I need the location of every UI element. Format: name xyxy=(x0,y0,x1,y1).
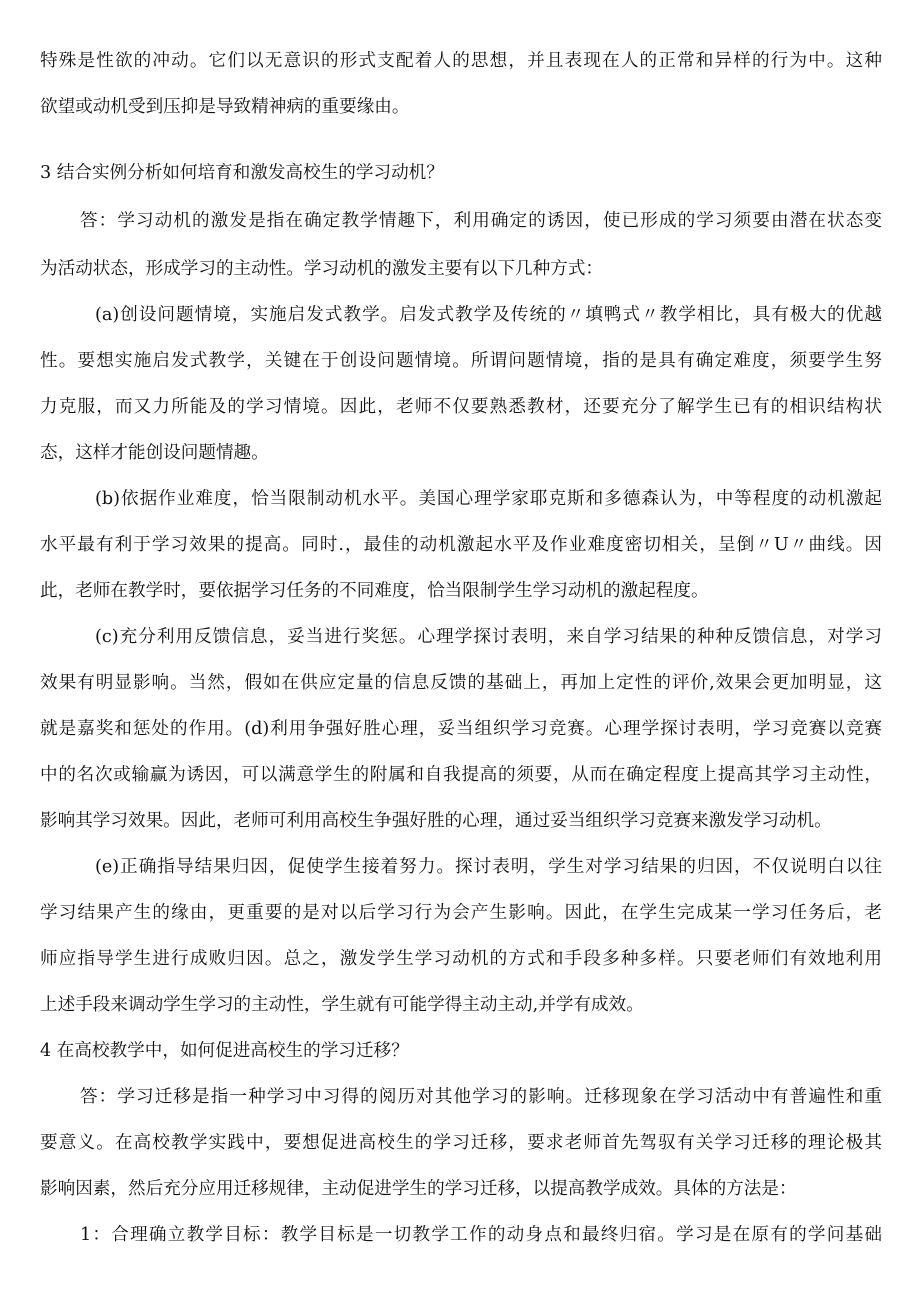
text-line: 1：合理确立教学目标：教学目标是一切教学工作的动身点和最终归宿。学习是在原有的学问基础 xyxy=(80,1225,882,1245)
text-line: 答：学习动机的激发是指在确定教学情趣下，利用确定的诱因，使已形成的学习须要由潜在状态变 xyxy=(80,211,882,231)
text-line: 性。要想实施启发式教学，关键在于创设问题情境。所谓问题情境，指的是具有确定难度，须要学生努 xyxy=(40,351,882,371)
text-line: 态，这样才能创设问题情趣。 xyxy=(40,443,269,463)
text-line: (e)正确指导结果归因，促使学生接着努力。探讨表明，学生对学习结果的归因，不仅说明白以往 xyxy=(95,857,882,877)
text-line: 力克服，而又力所能及的学习情境。因此，老师不仅要熟悉教材，还要充分了解学生已有的相识结构状 xyxy=(40,397,882,417)
section-heading: 4 在高校教学中，如何促进高校生的学习迁移？ xyxy=(40,1041,409,1061)
text-line: 影响因素，然后充分应用迁移规律，主动促进学生的学习迁移，以提高教学成效。具体的方法是： xyxy=(40,1179,797,1199)
text-line: 要意义。在高校教学实践中，要想促进高校生的学习迁移，要求老师首先驾驭有关学习迁移的理论极其 xyxy=(40,1133,882,1153)
text-line: 影响其学习效果。因此，老师可利用高校生争强好胜的心理，通过妥当组织学习竞赛来激发学习动机。 xyxy=(40,811,832,831)
text-line: 学习结果产生的缘由，更重要的是对以后学习行为会产生影响。因此，在学生完成某一学习任务后，老 xyxy=(40,903,882,923)
section-heading: 3 结合实例分析如何培育和激发高校生的学习动机？ xyxy=(40,163,444,183)
text-line: (b)依据作业难度，恰当限制动机水平。美国心理学家耶克斯和多德森认为，中等程度的动机激起 xyxy=(95,489,882,509)
text-line: 特殊是性欲的冲动。它们以无意识的形式支配着人的思想，并且表现在人的正常和异样的行为中。这种 xyxy=(40,51,882,71)
text-line: 中的名次或输赢为诱因，可以满意学生的附属和自我提高的须要，从而在确定程度上提高其学习主动性， xyxy=(40,765,882,785)
text-line: 师应指导学生进行成败归因。总之，激发学生学习动机的方式和手段多种多样。只要老师们有效地利用 xyxy=(40,949,882,969)
text-line: (c)充分利用反馈信息，妥当进行奖惩。心理学探讨表明，来自学习结果的种种反馈信息，对学习 xyxy=(95,627,882,647)
text-line: 欲望或动机受到压抑是导致精神病的重要缘由。 xyxy=(40,97,410,117)
text-line: 上述手段来调动学生学习的主动性，学生就有可能学得主动主动,并学有成效。 xyxy=(40,995,644,1015)
text-line: 为活动状态，形成学习的主动性。学习动机的激发主要有以下几种方式： xyxy=(40,259,604,279)
text-line: 此，老师在教学时，要依据学习任务的不同难度，恰当限制学生学习动机的激起程度。 xyxy=(40,581,709,601)
text-line: 答：学习迁移是指一种学习中习得的阅历对其他学习的影响。迁移现象在学习活动中有普遍性和重 xyxy=(80,1087,882,1107)
text-line: 水平最有利于学习效果的提高。同时.，最佳的动机激起水平及作业难度密切相关，呈倒〃U〃曲线。因 xyxy=(40,535,882,555)
text-line: (a)创设问题情境，实施启发式教学。启发式教学及传统的〃填鸭式〃教学相比，具有极大的优越 xyxy=(95,305,882,325)
text-line: 就是嘉奖和惩处的作用。(d)利用争强好胜心理，妥当组织学习竞赛。心理学探讨表明，学习竞赛以竞赛 xyxy=(40,719,882,739)
text-line: 效果有明显影响。当然，假如在供应定量的信息反馈的基础上，再加上定性的评价,效果会更加明显，这 xyxy=(40,673,882,693)
